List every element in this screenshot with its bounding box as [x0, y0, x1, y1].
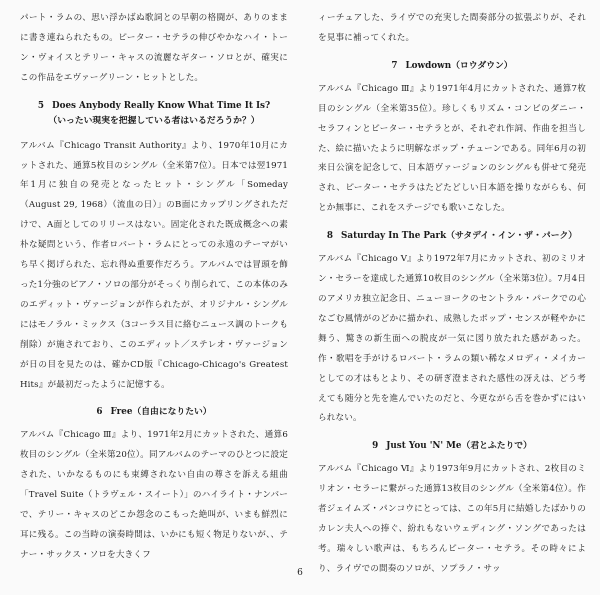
section-5-number: 5: [37, 100, 44, 111]
left-intro-paragraph: パート・ラムの、思い浮かばぬ歌詞との早朝の格闘が、ありのままに書き連ねられたもの。ピーター・セテラの伸びやかなハイ・トーン・ヴォイスとテリー・キャスの流麗なギター・ソロとが、確実にこの作品をエヴァーグリーン・ヒットとした。: [20, 13, 288, 83]
page-number: 6: [297, 568, 303, 578]
section-9-number: 9: [372, 441, 379, 452]
section-6-number: 6: [96, 407, 103, 418]
section-8-number: 8: [326, 231, 334, 242]
section-8-body: アルバム『Chicago Ⅴ』より1972年7月にカットされ、初のミリオン・セラーを達成した通算10枚目のシングル（全米第3位）。7月4日のアメリカ独立記念日、ニューヨークのセントラル・パークでの心なごむ風情がのどかに描かれ、成熟したポップ・センスが軽やかに舞う、驚きの新生面への脱皮が一気に図り放たれた感があった。作・歌唱を手がけるロバート・ラムの類い稀なメロディ・メイカーとしての才はもとより、その研ぎ澄まされた感性の冴えは、どう考えても随分と先を進んでいたのだと、今更ながら舌を巻かずにはいられない。: [318, 254, 586, 424]
section-8-title: Saturday In The Park（サタデイ・イン・ザ・パーク）: [341, 231, 578, 242]
section-6-body: アルバム『Chicago Ⅲ』より、1971年2月にカットされた、通算6枚目のシングル（全米第20位）。同アルバムのテーマのひとつに設定された、いかなるものにも束縛されない自由の尊さを訴える組曲「Travel Suite（トラヴェル・スイート）」のハイライト・ナンバーで、テリー・キャスのどこか怨念のこもった絶叫が、いまも鮮烈に耳に残る。この当時の演奏時間は、いかにも短く物足りないが、、テナー・サックス・ソロを大きくフ: [20, 430, 288, 560]
section-5-heading: [20, 99, 288, 114]
section-5-body: アルバム『Chicago Transit Authority』より、1970年10月にカットされた、通算5枚目のシングル（全米第7位）。日本では翌1971年1月に独自の発売となったヒット・シングル「Someday（August 29, 1968）（流血の日）」のB面にカップリングされただけで、A面としてのリリースはない。固定化された既成概念への素朴な疑問という、作者ロバート・ラムにとっての永遠のテーマがいち早く掲げられた、忘れ得ぬ重要作だろう。アルバムでは冒頭を飾った1分強のピアノ・ソロの部分がそっくり削られて、この本体のみのエディット・ヴァージョンが作られたが、オリジナル・シングルにはモノラル・ミックス（3コーラス目に絡むニュース調のトークも削除）が施されており、このエディット／ステレオ・ヴァージョンが日の目を見たのは、確かCD版『Chicago-Chicago's Greatest Hits』が最初だったように記憶する。: [20, 140, 291, 390]
section-7-title: Lowdown（ロウダウン）: [405, 60, 513, 71]
right-intro-paragraph: ィーチュアした、ライヴでの充実した間奏部分の拡張ぶりが、それを見事に補ってくれた。: [318, 13, 586, 43]
right-column: [318, 9, 586, 580]
left-column: [20, 9, 291, 566]
section-6-title: Free（自由になりたい）: [110, 407, 212, 418]
section-9-body: アルバム『Chicago Ⅵ』より1973年9月にカットされ、2枚目のミリオン・セラーに繋がった通算13枚目のシングル（全米第4位）。作者ジェイムズ・パンコウにとっては、この年5月に結婚したばかりのカレン夫人への捧ぐ、紛れもないウェディング・ソングであったは考。瑞々しい歌声は、もちろんピーター・セテラ。その時々により、ライヴでの間奏のソロが、ソプラノ・サッ: [318, 464, 586, 574]
section-8-heading: [318, 229, 586, 244]
section-9-heading: [318, 439, 586, 454]
section-7-heading: [318, 59, 586, 74]
section-6-heading: [20, 405, 288, 420]
section-9-title: Just You 'N' Me（君とふたりで）: [386, 441, 532, 452]
section-7-number: 7: [391, 60, 398, 71]
section-7-body: アルバム『Chicago Ⅲ』より1971年4月にカットされた、通算7枚目のシングル（全米第35位）。珍しくもリズム・コンビのダニー・セラフィンとピーター・セテラとが、それぞれ作詞、作曲を担当した、絵に描いたように明解なポップ・チューンである。同年6月の初来日公演を記念して、日本語ヴァージョンのシングルも併せて発売され、ピーター・セテラはたどたどしい日本語を操りながらも、何とか無事に、これをステージでも歌いこなした。: [318, 83, 586, 214]
section-5-subtitle: （いったい現実を把握している者はいるだろうか？）: [48, 115, 260, 126]
section-5-title: Does Anybody Really Know What Time It Is?: [51, 100, 271, 111]
